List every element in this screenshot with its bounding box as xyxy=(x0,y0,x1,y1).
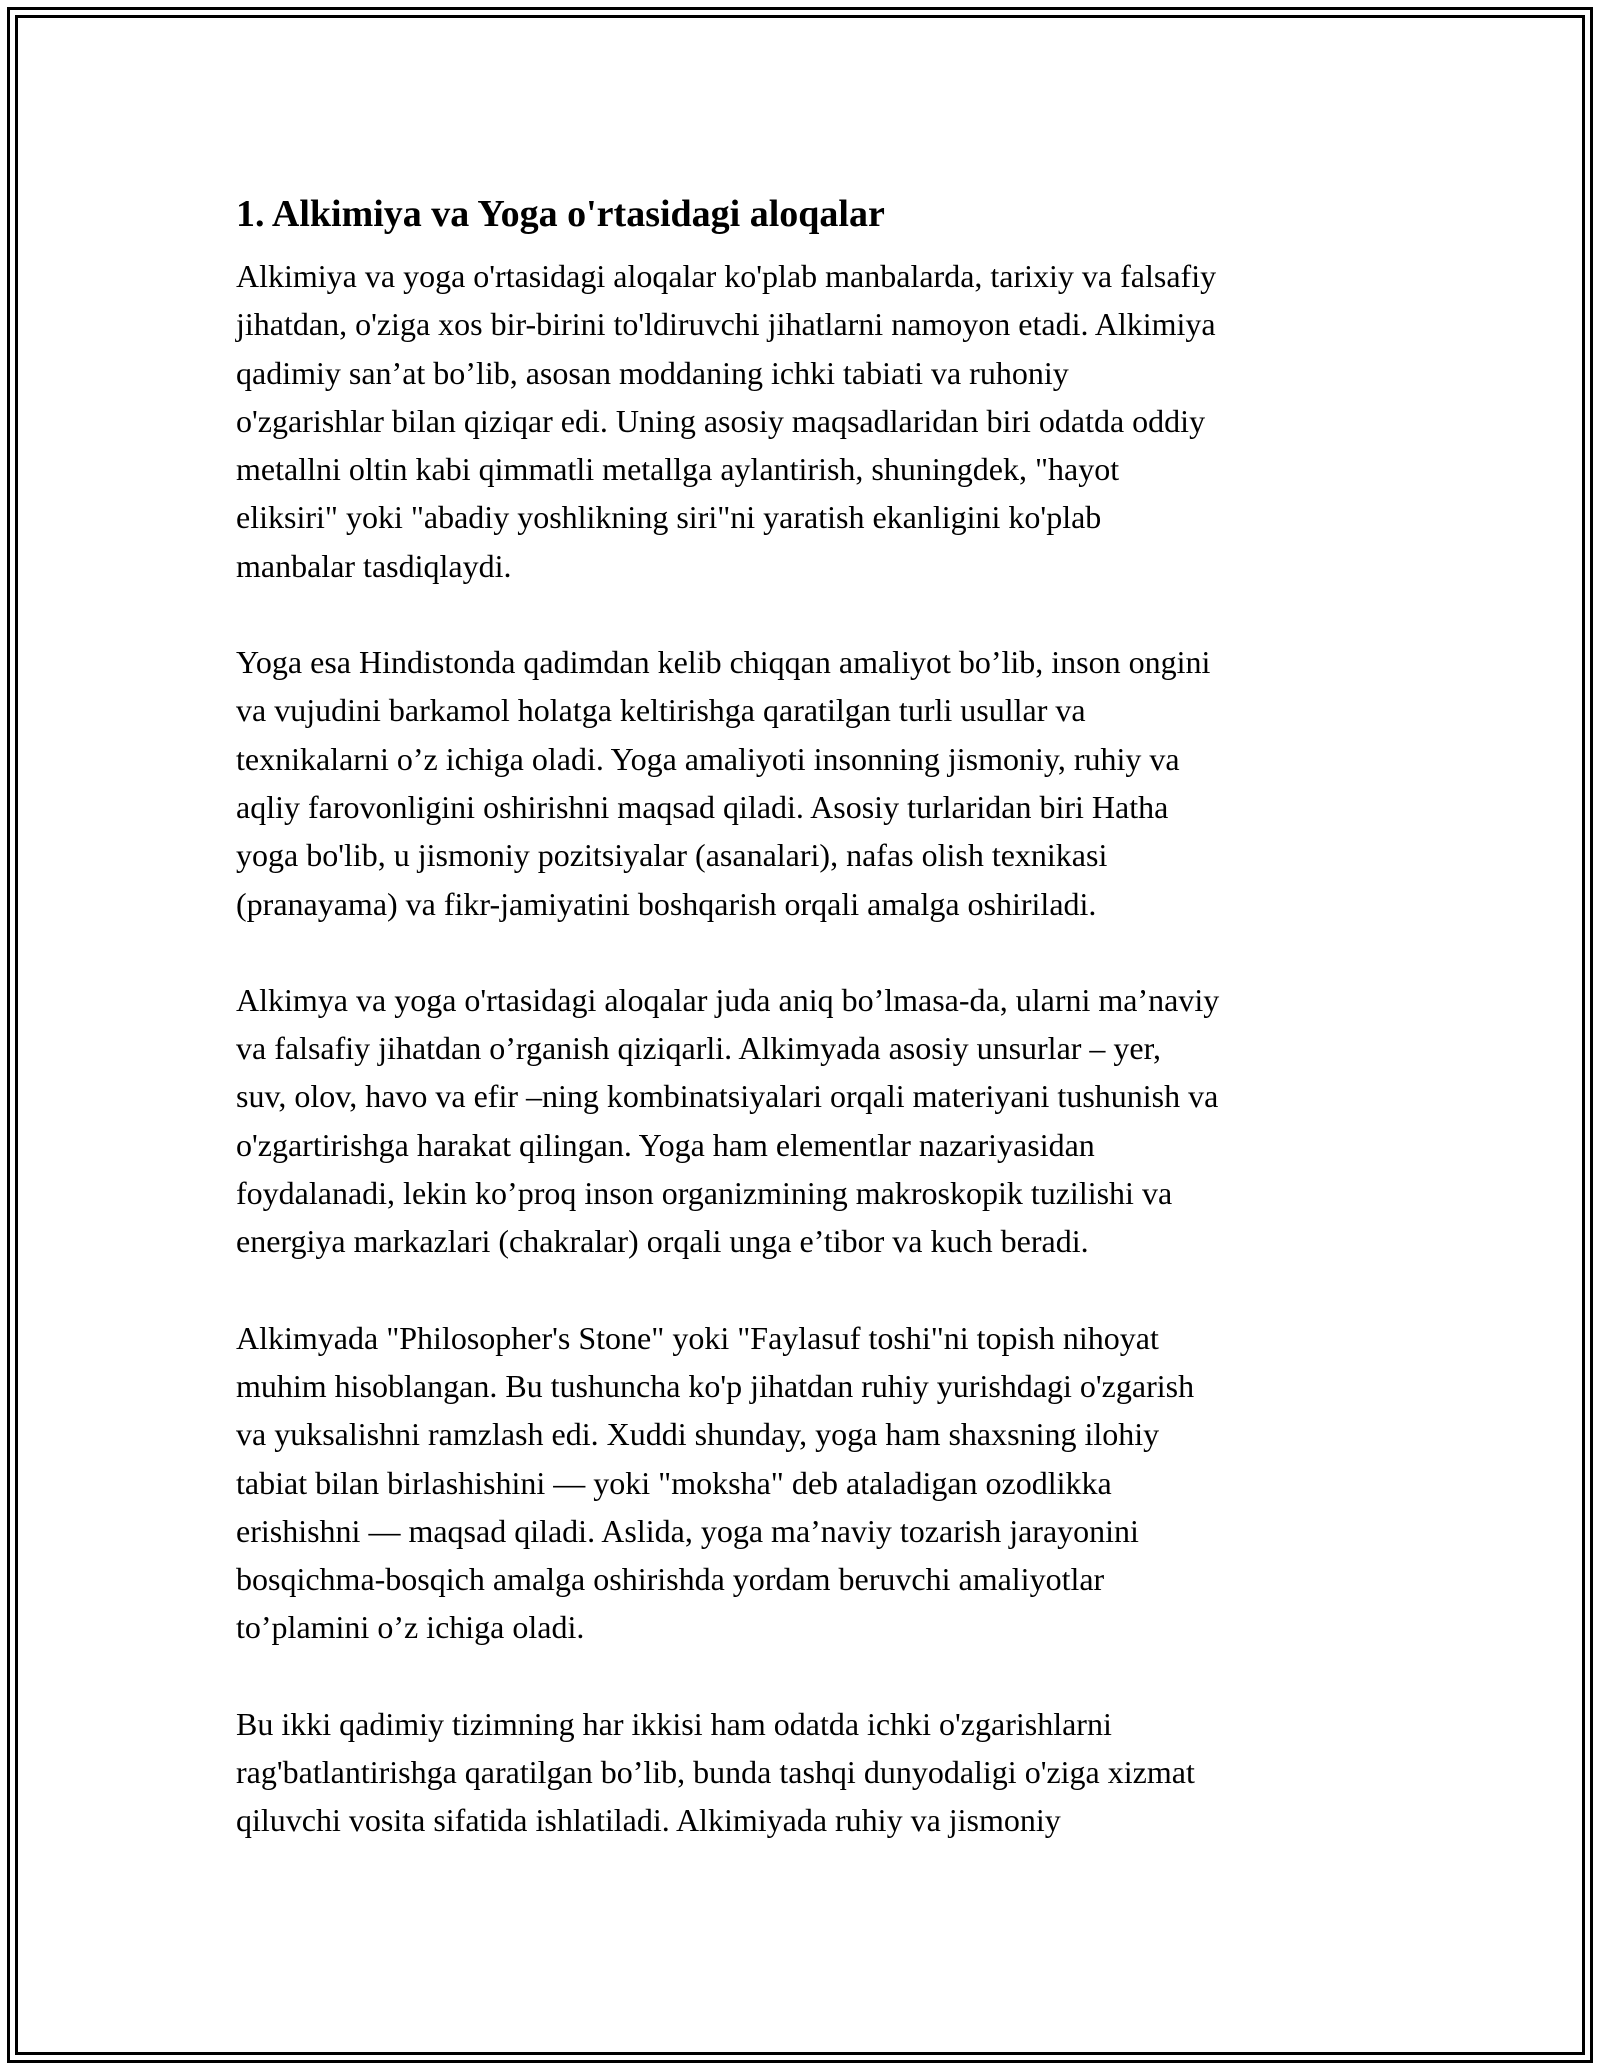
paragraph-inner-transformation: Bu ikki qadimiy tizimning har ikkisi ham odatda ichki o'zgarishlarni rag'batlantirishga qaratilgan bo’lib, bunda tashqi dunyodaligi o'ziga xizmat qiluvchi vosita sifatida ishlatiladi. Alkimiyada ruhiy va jismoniy xyxy=(236,1705,1195,1839)
paragraph-alkimiya-intro: Alkimiya va yoga o'rtasidagi aloqalar ko'plab manbalarda, tarixiy va falsafiy jihatdan, o'ziga xos bir-birini to'ldiruvchi jihatlarni namoyon etadi. Alkimiya qadimiy san’at bo’lib, asosan moddaning ichki tabiati va ruhoniy o'zgarishlar bilan qiziqar edi. Uning asosiy maqsadlaridan biri odatda oddiy metallni oltin kabi qimmatli metallga aylantirish, shuningdek, "hayot eliksiri" yoki "abadiy yoshlikning siri"ni yaratish ekanligini ko'plab manbalar tasdiqlaydi. xyxy=(236,258,1217,584)
paragraph-philosophers-stone: Alkimyada "Philosopher's Stone" yoki "Faylasuf toshi"ni topish nihoyat muhim hisoblangan. Bu tushuncha ko'p jihatdan ruhiy yurishdagi o'zgarish va yuksalishni ramzlash edi. Xuddi shunday, yoga ham shaxsning ilohiy tabiat bilan birlashishini — yoki "moksha" deb ataladigan ozodlikka erishishni — maqsad qiladi. Aslida, yoga ma’naviy tozarish jarayonini bosqichma-bosqich amalga oshirishda yordam beruvchi amaliyotlar to’plamini o’z ichiga oladi. xyxy=(236,1319,1195,1646)
section-heading: 1. Alkimiya va Yoga o'rtasidagi aloqalar xyxy=(236,193,885,235)
paragraph-elements: Alkimya va yoga o'rtasidagi aloqalar juda aniq bo’lmasa-da, ularni ma’naviy va falsafiy jihatdan o’rganish qiziqarli. Alkimyada asosiy unsurlar – yer, suv, olov, havo va efir –ning kombinatsiyalari orqali materiyani tushunish va o'zgartirishga harakat qilingan. Yoga ham elementlar nazariyasidan foydalanadi, lekin ko’proq inson organizmining makroskopik tuzilishi va energiya markazlari (chakralar) orqali unga e’tibor va kuch beradi. xyxy=(236,981,1220,1260)
paragraph-yoga-intro: Yoga esa Hindistonda qadimdan kelib chiqqan amaliyot bo’lib, inson ongini va vujudini barkamol holatga keltirishga qaratilgan turli usullar va texnikalarni o’z ichiga oladi. Yoga amaliyoti insonning jismoniy, ruhiy va aqliy farovonligini oshirishni maqsad qiladi. Asosiy turlaridan biri Hatha yoga bo'lib, u jismoniy pozitsiyalar (asanalari), nafas olish texnikasi (pranayama) va fikr-jamiyatini boshqarish orqali amalga oshiriladi. xyxy=(236,644,1211,922)
document-body xyxy=(236,186,1376,1845)
